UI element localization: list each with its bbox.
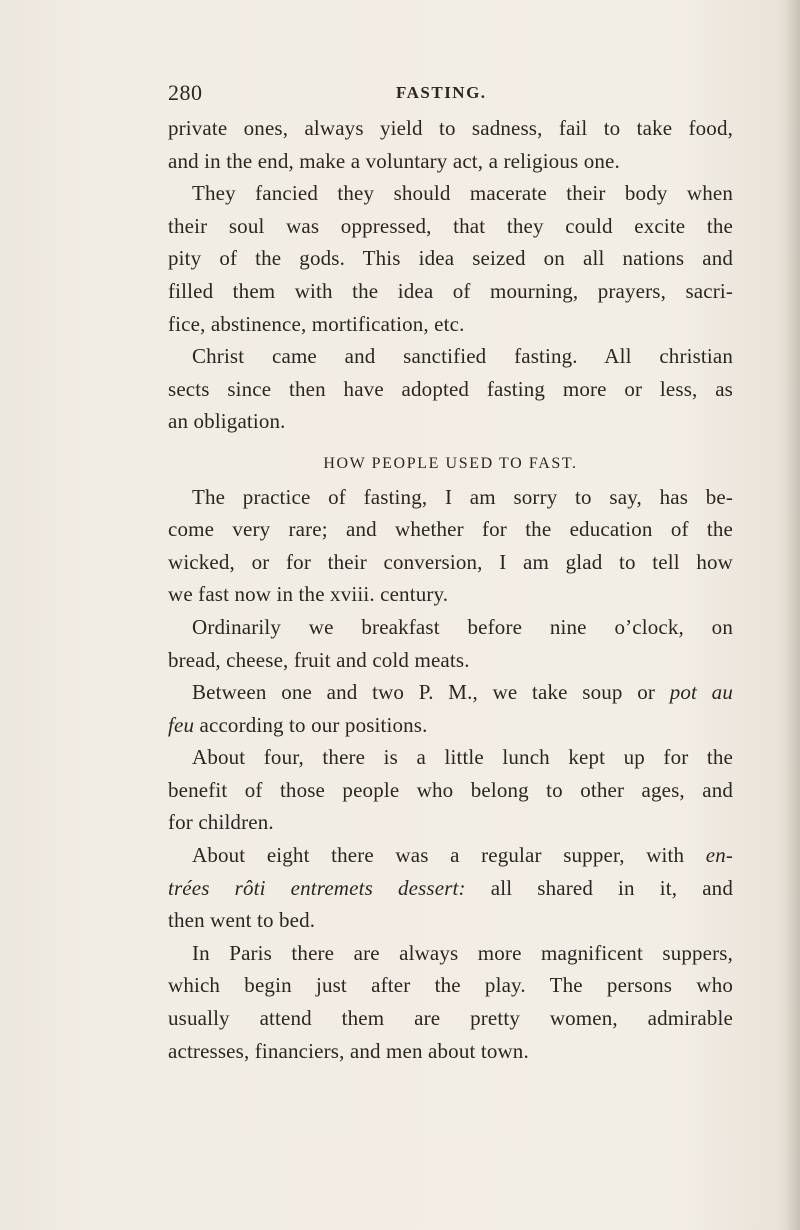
text-span: according to our positions. [194,712,428,737]
text-span: Between one and two P. M., we take soup or [192,680,670,705]
text-line: and in the end, make a voluntary act, a religious one. [168,148,620,173]
text-line: actresses, financiers, and men about town. [168,1038,529,1063]
text-line: fice, abstinence, mortification, etc. [168,311,465,336]
page-number: 280 [168,80,203,105]
text-line [168,839,733,872]
text-line: an obligation. [168,409,286,434]
text-line: bread, cheese, fruit and cold meats. [168,647,470,672]
text-line [168,872,733,905]
italic-text: en- [705,843,733,868]
text-line: About four, there is a little lunch kept up for the [192,745,733,770]
text-line: then went to bed. [168,908,316,933]
italic-text: trées rôti entremets dessert: [168,875,466,900]
text-line: In Paris there are always more magnificent suppers, [192,940,733,965]
text-line: which begin just after the play. The persons who [168,973,733,998]
text-line [168,676,733,709]
page-edge-shadow [786,0,800,1230]
page-header [168,80,728,110]
text-line: for children. [168,810,274,835]
section-heading: HOW PEOPLE USED TO FAST. [323,454,578,472]
text-line: Christ came and sanctified fasting. All christian [192,344,733,369]
italic-text: feu [168,712,195,737]
text-line: Ordinarily we breakfast before nine o’clock, on [192,614,733,639]
text-line: sects since then have adopted fasting more or less, as [168,376,733,401]
text-line: come very rare; and whether for the education of the [168,517,733,542]
body-text [168,112,733,1067]
text-span: all shared in it, and [465,875,733,900]
text-line: The practice of fasting, I am sorry to say, has be- [192,484,733,509]
text-line: their soul was oppressed, that they could excite the [168,213,733,238]
text-line: wicked, or for their conversion, I am glad to tell how [168,549,733,574]
text-line: They fancied they should macerate their body when [192,181,733,206]
text-line: pity of the gods. This idea seized on all nations and [168,246,733,271]
text-line [168,709,733,742]
text-line: we fast now in the xviii. century. [168,582,449,607]
text-line: benefit of those people who belong to other ages, and [168,777,733,802]
text-line: private ones, always yield to sadness, fail to take food, [168,116,733,140]
running-head: FASTING. [396,83,487,102]
text-line: usually attend them are pretty women, admirable [168,1006,733,1031]
text-span: About eight there was a regular supper, with [192,843,706,868]
italic-text: pot au [669,680,733,705]
text-line: filled them with the idea of mourning, prayers, sacri- [168,278,733,303]
